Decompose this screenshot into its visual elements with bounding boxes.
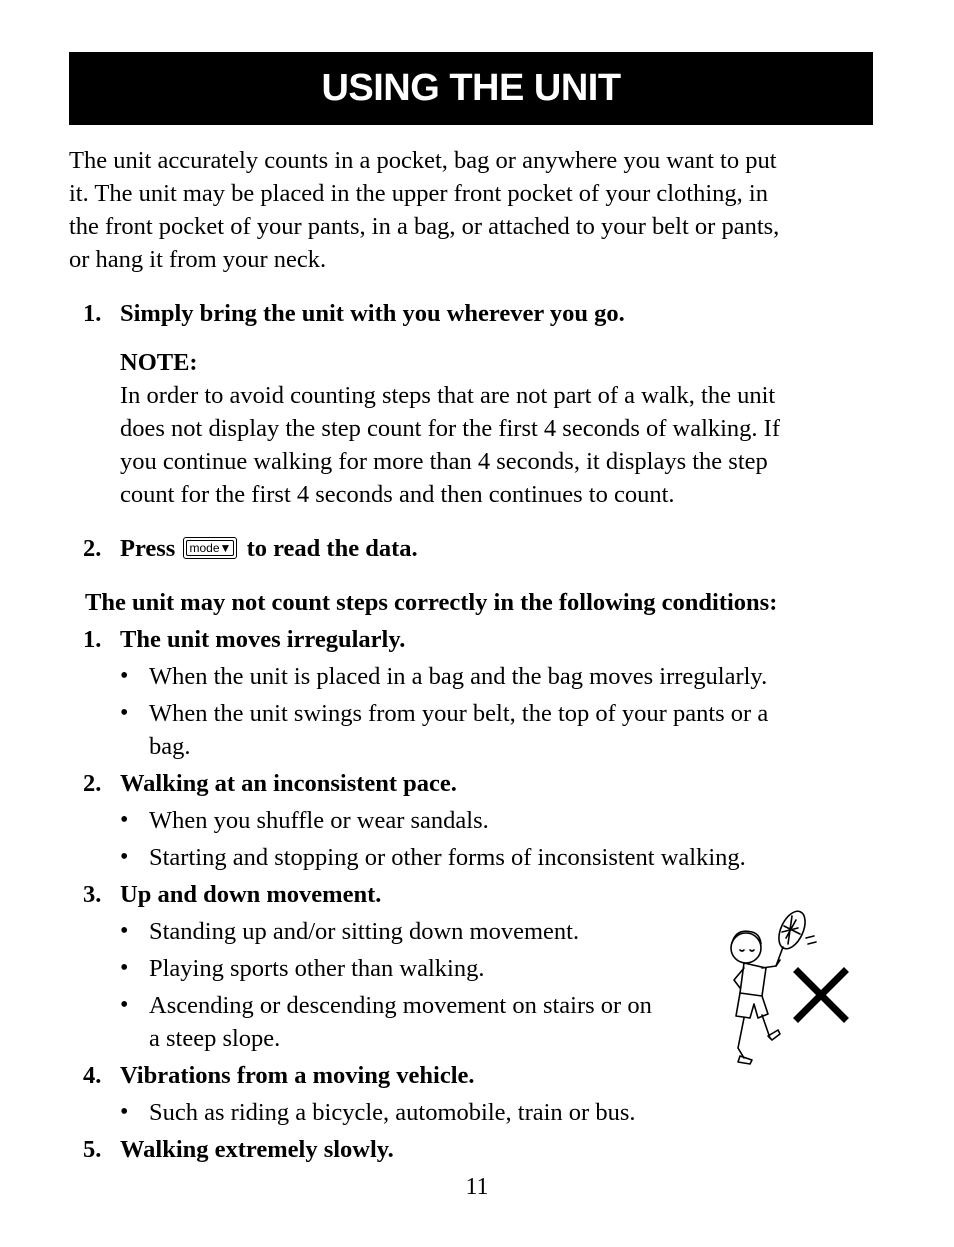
intro-line: or hang it from your neck. bbox=[69, 246, 327, 273]
intro-line: The unit accurately counts in a pocket, bag or anywhere you want to put bbox=[69, 147, 777, 174]
bullet-icon: • bbox=[120, 1099, 129, 1125]
bullet-text: Playing sports other than walking. bbox=[149, 955, 485, 982]
conditions-heading: The unit may not count steps correctly in the following conditions: bbox=[85, 589, 778, 616]
mode-button-label: mode▼ bbox=[186, 540, 234, 556]
note-title: NOTE: bbox=[120, 349, 198, 376]
bullet-icon: • bbox=[120, 807, 129, 833]
bullet-text: Ascending or descending movement on stairs or on bbox=[149, 992, 652, 1019]
bullet-icon: • bbox=[120, 844, 129, 870]
page-number: 11 bbox=[465, 1174, 489, 1200]
condition-title: Walking extremely slowly. bbox=[120, 1136, 394, 1163]
tennis-illustration bbox=[722, 908, 857, 1078]
bullet-text: When you shuffle or wear sandals. bbox=[149, 807, 489, 834]
condition-title: Up and down movement. bbox=[120, 881, 382, 908]
step-text bbox=[120, 532, 418, 565]
bullet-text: Starting and stopping or other forms of inconsistent walking. bbox=[149, 844, 746, 871]
bullet-icon: • bbox=[120, 955, 129, 981]
step-number: 1. bbox=[83, 300, 102, 327]
bullet-text: bag. bbox=[149, 733, 191, 760]
bullet-text: When the unit swings from your belt, the top of your pants or a bbox=[149, 700, 769, 727]
step-text-after: to read the data. bbox=[246, 535, 418, 562]
bullet-text: Standing up and/or sitting down movement. bbox=[149, 918, 580, 945]
bullet-icon: • bbox=[120, 663, 129, 689]
note-line: count for the first 4 seconds and then continues to count. bbox=[120, 481, 675, 508]
mode-button-icon bbox=[183, 537, 237, 559]
step-text-before: Press bbox=[120, 535, 176, 562]
note-line: In order to avoid counting steps that are not part of a walk, the unit bbox=[120, 382, 776, 409]
bullet-icon: • bbox=[120, 992, 129, 1018]
intro-line: it. The unit may be placed in the upper front pocket of your clothing, in bbox=[69, 180, 768, 207]
bullet-icon: • bbox=[120, 700, 129, 726]
condition-title: Vibrations from a moving vehicle. bbox=[120, 1062, 475, 1089]
note-line: you continue walking for more than 4 seconds, it displays the step bbox=[120, 448, 768, 475]
bullet-text: a steep slope. bbox=[149, 1025, 281, 1052]
tennis-player-icon bbox=[722, 908, 857, 1073]
condition-title: Walking at an inconsistent pace. bbox=[120, 770, 457, 797]
condition-number: 4. bbox=[83, 1062, 102, 1089]
bullet-text: Such as riding a bicycle, automobile, train or bus. bbox=[149, 1099, 636, 1126]
condition-number: 5. bbox=[83, 1136, 102, 1163]
note-line: does not display the step count for the first 4 seconds of walking. If bbox=[120, 415, 781, 442]
bullet-text: When the unit is placed in a bag and the bag moves irregularly. bbox=[149, 663, 768, 690]
page-header bbox=[69, 52, 873, 125]
page-title: USING THE UNIT bbox=[321, 67, 621, 109]
step-text: Simply bring the unit with you wherever you go. bbox=[120, 300, 625, 327]
condition-number: 1. bbox=[83, 626, 102, 653]
condition-number: 2. bbox=[83, 770, 102, 797]
condition-title: The unit moves irregularly. bbox=[120, 626, 406, 653]
x-mark-icon bbox=[798, 972, 844, 1018]
intro-line: the front pocket of your pants, in a bag, or attached to your belt or pants, bbox=[69, 213, 780, 240]
bullet-icon: • bbox=[120, 918, 129, 944]
condition-number: 3. bbox=[83, 881, 102, 908]
step-number: 2. bbox=[83, 535, 102, 562]
